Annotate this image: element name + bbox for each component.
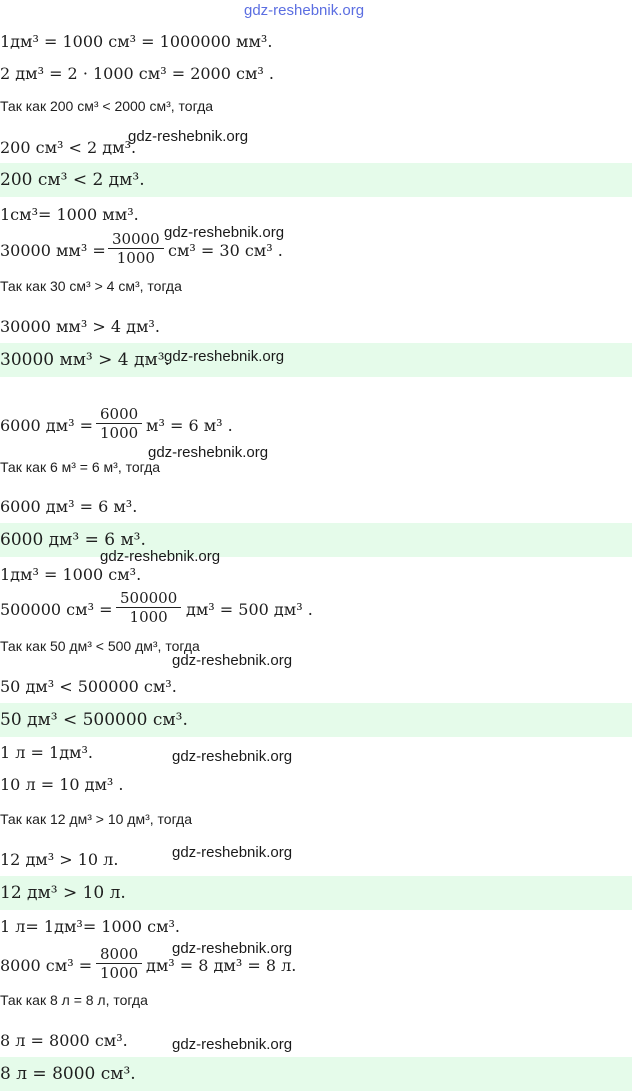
answer-text: 200 см³ < 2 дм³. <box>0 170 145 190</box>
fraction-denominator: 1000 <box>129 608 168 626</box>
fraction <box>96 405 142 442</box>
watermark: gdz-reshebnik.org <box>164 348 285 365</box>
fraction <box>108 230 164 267</box>
b4-line-2a: 500000 см³ = <box>0 600 113 619</box>
watermark: gdz-reshebnik.org <box>148 444 269 461</box>
answer-text: 8 л = 8000 см³. <box>0 1064 136 1084</box>
b6-line-2b: дм³ = 8 дм³ = 8 л. <box>146 956 297 975</box>
fraction-numerator: 30000 <box>108 230 164 249</box>
fraction-denominator: 1000 <box>116 249 155 267</box>
watermark: gdz-reshebnik.org <box>128 128 249 145</box>
fraction <box>96 945 142 982</box>
answer-text: 12 дм³ > 10 л. <box>0 883 126 903</box>
b3-line-3: Так как 6 м³ = 6 м³, тогда <box>0 459 161 475</box>
b4-line-3: Так как 50 дм³ < 500 дм³, тогда <box>0 638 200 654</box>
answer-band <box>0 523 632 557</box>
answer-text: 6000 дм³ = 6 м³. <box>0 530 146 550</box>
b1-line-2: 2 дм³ = 2 · 1000 см³ = 2000 см³ . <box>0 64 274 83</box>
answer-band <box>0 343 632 377</box>
b3-line-2b: м³ = 6 м³ . <box>146 416 233 435</box>
b2-line-4: 30000 мм³ > 4 дм³. <box>0 317 160 336</box>
answer-band <box>0 1057 632 1091</box>
answer-band <box>0 703 632 737</box>
answer-band <box>0 163 632 197</box>
b2-line-2b: см³ = 30 см³ . <box>168 241 283 260</box>
watermark: gdz-reshebnik.org <box>172 1036 293 1053</box>
b6-line-4: 8 л = 8000 см³. <box>0 1031 128 1050</box>
b1-line-4: 200 см³ < 2 дм³. <box>0 138 137 157</box>
b3-line-2a: 6000 дм³ = <box>0 416 94 435</box>
b6-line-2a: 8000 см³ = <box>0 956 93 975</box>
b5-line-2: 10 л = 10 дм³ . <box>0 775 124 794</box>
b5-line-1: 1 л = 1дм³. <box>0 743 93 762</box>
b2-line-2a: 30000 мм³ = <box>0 241 106 260</box>
b5-line-4: 12 дм³ > 10 л. <box>0 850 119 869</box>
fraction-denominator: 1000 <box>100 424 139 442</box>
fraction-denominator: 1000 <box>100 964 139 982</box>
fraction-numerator: 500000 <box>116 589 181 608</box>
b1-line-3: Так как 200 см³ < 2000 см³, тогда <box>0 98 214 114</box>
b6-line-1: 1 л= 1дм³= 1000 см³. <box>0 917 181 936</box>
b5-line-3: Так как 12 дм³ > 10 дм³, тогда <box>0 811 193 827</box>
watermark: gdz-reshebnik.org <box>164 224 285 241</box>
b1-line-1: 1дм³ = 1000 см³ = 1000000 мм³. <box>0 32 273 51</box>
fraction <box>116 589 181 626</box>
watermark: gdz-reshebnik.org <box>172 748 293 765</box>
watermark: gdz-reshebnik.org <box>172 940 293 957</box>
fraction-numerator: 6000 <box>96 405 142 424</box>
b4-line-1: 1дм³ = 1000 см³. <box>0 565 142 584</box>
b2-line-3: Так как 30 см³ > 4 см³, тогда <box>0 278 182 294</box>
fraction-numerator: 8000 <box>96 945 142 964</box>
b4-line-4: 50 дм³ < 500000 см³. <box>0 677 177 696</box>
b3-line-4: 6000 дм³ = 6 м³. <box>0 497 138 516</box>
header-watermark: gdz-reshebnik.org <box>244 2 365 19</box>
answer-text: 30000 мм³ > 4 дм³. <box>0 350 170 370</box>
b6-line-3: Так как 8 л = 8 л, тогда <box>0 992 148 1008</box>
b4-line-2b: дм³ = 500 дм³ . <box>186 600 313 619</box>
watermark: gdz-reshebnik.org <box>172 844 293 861</box>
answer-band <box>0 876 632 910</box>
answer-text: 50 дм³ < 500000 см³. <box>0 710 188 730</box>
watermark: gdz-reshebnik.org <box>172 652 293 669</box>
b2-line-1: 1см³= 1000 мм³. <box>0 205 139 224</box>
watermark: gdz-reshebnik.org <box>100 548 221 565</box>
